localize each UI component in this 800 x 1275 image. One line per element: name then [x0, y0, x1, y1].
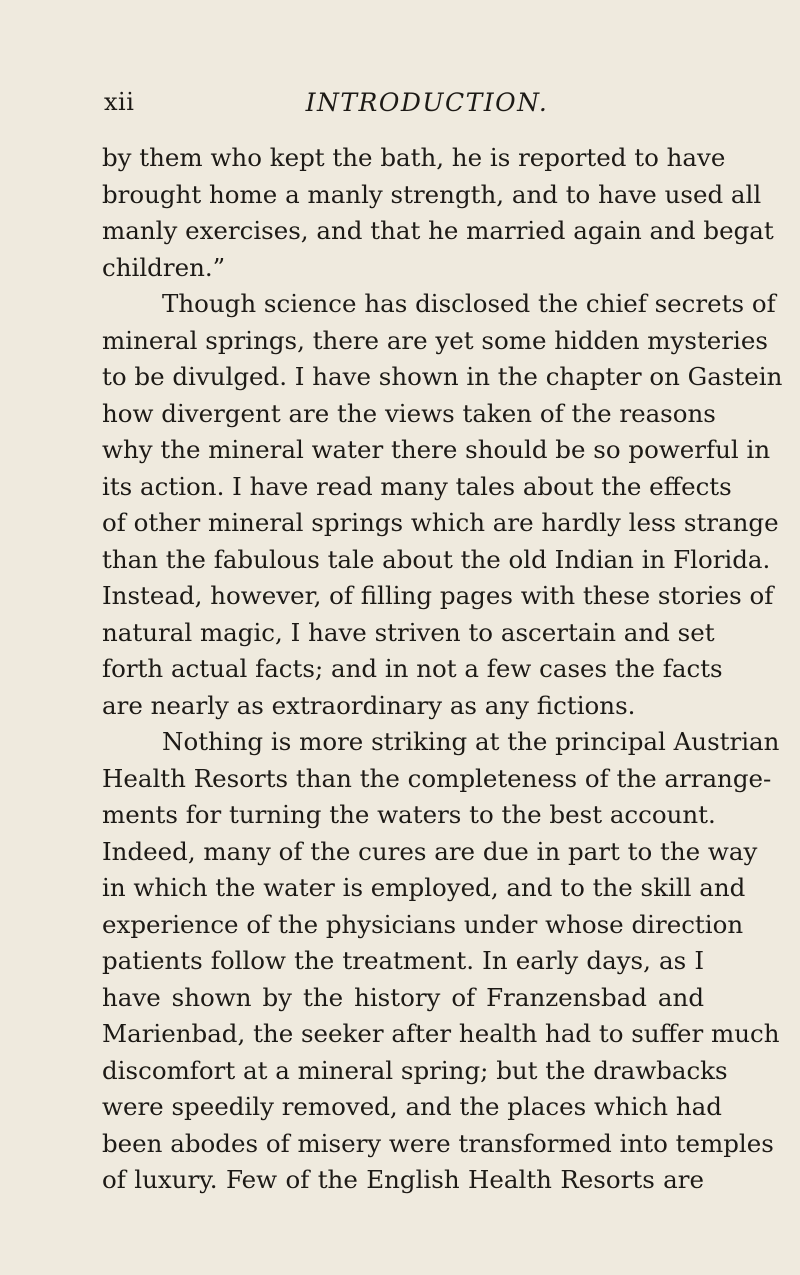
text-line: forth actual facts; and in not a few cases the facts [102, 654, 723, 683]
page-header [102, 88, 712, 124]
running-title: INTRODUCTION. [305, 88, 549, 117]
text-line: ments for turning the waters to the best account. [102, 800, 716, 829]
text-line: Nothing is more striking at the principal Austrian [162, 727, 780, 756]
text-line: patients follow the treatment. In early days, as I [102, 946, 704, 975]
text-line: in which the water is employed, and to the skill and [102, 873, 746, 902]
text-line: by them who kept the bath, he is reported to have [102, 143, 726, 172]
text-line: mineral springs, there are yet some hidden mysteries [102, 325, 768, 355]
text-line: Indeed, many of the cures are due in part to the way [102, 836, 758, 866]
page-number: xii [104, 88, 135, 116]
text-line: Marienbad, the seeker after health had to suffer much [102, 1019, 780, 1048]
text-line: how divergent are the views taken of the reasons [102, 398, 716, 428]
text-line: manly exercises, and that he married again and begat [102, 216, 774, 245]
text-line: Health Resorts than the completeness of the arrange- [102, 763, 772, 793]
text-line: of other mineral springs which are hardly less strange [102, 508, 779, 537]
text-line: experience of the physicians under whose direction [102, 909, 744, 939]
text-line: natural magic, I have striven to ascertain and set [102, 617, 715, 647]
text-line: Though science has disclosed the chief secrets of [162, 289, 776, 318]
text-line: than the fabulous tale about the old Indian in Florida. [102, 544, 771, 574]
text-line: why the mineral water there should be so powerful in [102, 435, 771, 464]
text-line: children.” [102, 252, 226, 282]
text-line: been abodes of misery were transformed into temples [102, 1128, 774, 1158]
body-text [102, 140, 783, 1199]
text-line: are nearly as extraordinary as any fictions. [102, 690, 636, 720]
text-line: have shown by the history of Franzensbad and [102, 982, 704, 1012]
text-line: brought home a manly strength, and to have used all [102, 179, 762, 209]
text-line: were speedily removed, and the places which had [102, 1092, 722, 1121]
text-line: its action. I have read many tales about the effects [102, 471, 732, 501]
text-line: Instead, however, of filling pages with these stories of [102, 581, 774, 610]
text-line: discomfort at a mineral spring; but the drawbacks [102, 1055, 728, 1085]
text-line: to be divulged. I have shown in the chapter on Gastein [102, 362, 783, 391]
text-line: of luxury. Few of the English Health Resorts are [102, 1165, 704, 1194]
